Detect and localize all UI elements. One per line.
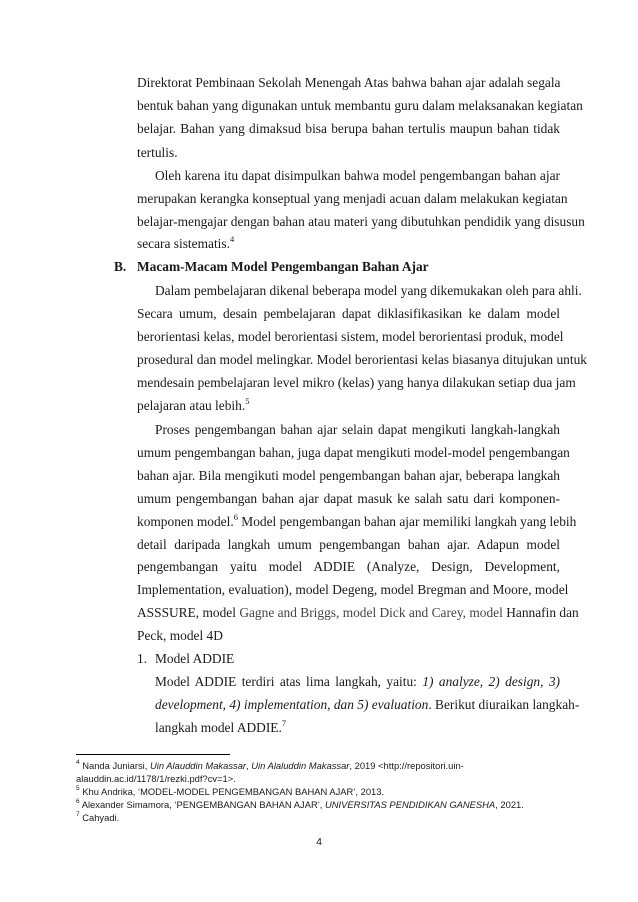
page-number: 4	[316, 836, 322, 848]
body-text-line: detail daripada langkah umum pengembangan bahan ajar. Adapun model	[137, 537, 560, 552]
body-text-line: bentuk bahan yang digunakan untuk membantu guru dalam melaksanakan kegiatan	[137, 98, 583, 113]
body-text-line: Peck, model 4D	[137, 628, 223, 643]
body-text-line: Oleh karena itu dapat disimpulkan bahwa model pengembangan bahan ajar	[155, 168, 560, 183]
body-text-line: komponen model.$^6$ Model pengembangan bahan ajar memiliki langkah yang lebih	[137, 511, 577, 529]
body-text-line: mendesain pembelajaran level mikro (kelas) yang hanya dilakukan setiap dua jam	[137, 375, 576, 390]
footnote-divider	[76, 754, 230, 755]
body-text-line: berorientasi kelas, model berorientasi sistem, model berorientasi produk, model	[137, 329, 564, 344]
section-letter: B.	[114, 259, 127, 274]
body-text-line: Implementation, evaluation), model Degeng, model Bregman and Moore, model	[137, 582, 569, 597]
body-text-line: merupakan kerangka konseptual yang menjadi acuan dalam melakukan kegiatan	[137, 191, 568, 206]
body-text-line: pengembangan yaitu model ADDIE (Analyze, Design, Development,	[137, 559, 560, 574]
footnote-6: $^6$ Alexander Simamora, ‘PENGEMBANGAN BAHAN AJAR’, UNIVERSITAS PENDIDIKAN GANESHA, 2021.	[76, 797, 524, 810]
footnote-ref: 7	[281, 717, 287, 728]
body-text-line: Model ADDIE terdiri atas lima langkah, yaitu: 1) analyze, 2) design, 3)	[155, 674, 560, 689]
body-text-line: prosedural dan model melingkar. Model berorientasi kelas biasanya ditujukan untuk	[137, 352, 587, 367]
list-item	[137, 651, 234, 667]
section-heading	[114, 259, 429, 275]
footnote-7: $^7$ Cahyadi.	[76, 810, 120, 823]
body-text-line: langkah model ADDIE.$^7$	[155, 717, 287, 735]
body-text-line: umum pengembangan bahan, juga dapat mengikuti model-model pengembangan	[137, 445, 570, 460]
body-text-line: Proses pengembangan bahan ajar selain dapat mengikuti langkah-langkah	[155, 422, 560, 437]
body-text-line: ASSSURE, model Gagne and Briggs, model Dick and Carey, model Hannafin dan	[137, 605, 579, 620]
body-text-line: belajar. Bahan yang dimaksud bisa berupa bahan tertulis maupun bahan tidak	[137, 121, 560, 136]
list-number: 1.	[137, 651, 148, 666]
body-text-line: belajar-mengajar dengan bahan atau materi yang dibutuhkan pendidik yang disusun	[137, 214, 585, 229]
footnote-5: $^5$ Khu Andrika, ‘MODEL-MODEL PENGEMBANGAN BAHAN AJAR’, 2013.	[76, 784, 385, 797]
body-text-line: development, 4) implementation, dan 5) evaluation. Berikut diuraikan langkah-	[155, 697, 580, 712]
body-text-line: bahan ajar. Bila mengikuti model pengembangan bahan ajar, beberapa langkah	[137, 468, 560, 483]
body-text-line: Direktorat Pembinaan Sekolah Menengah Atas bahwa bahan ajar adalah segala	[137, 75, 561, 90]
body-text-line: Dalam pembelajaran dikenal beberapa model yang dikemukakan oleh para ahli.	[155, 283, 582, 298]
footnote-ref: 4	[229, 233, 235, 244]
footnote-4-cont: alauddin.ac.id/1178/1/rezki.pdf?cv=1>.	[76, 773, 236, 784]
footnote-ref: 6	[233, 511, 238, 522]
body-text-line: secara sistematis.$^4$	[137, 233, 235, 251]
body-text-line: Secara umum, desain pembelajaran dapat diklasifikasikan ke dalam model	[137, 306, 560, 321]
footnote-4: $^4$ Nanda Juniarsi, Uin Alauddin Makassar, Uin Alaluddin Makassar, 2019 <http://repositori.uin-	[76, 758, 464, 771]
body-text-line: pelajaran atau lebih.$^5$	[137, 395, 250, 413]
body-text-line: tertulis.	[137, 145, 178, 160]
section-title: Macam-Macam Model Pengembangan Bahan Ajar	[137, 259, 429, 274]
body-text-line: umum pengembangan bahan ajar dapat masuk ke salah satu dari komponen-	[137, 491, 560, 506]
list-title: Model ADDIE	[155, 651, 235, 666]
footnote-ref: 5	[245, 395, 250, 406]
